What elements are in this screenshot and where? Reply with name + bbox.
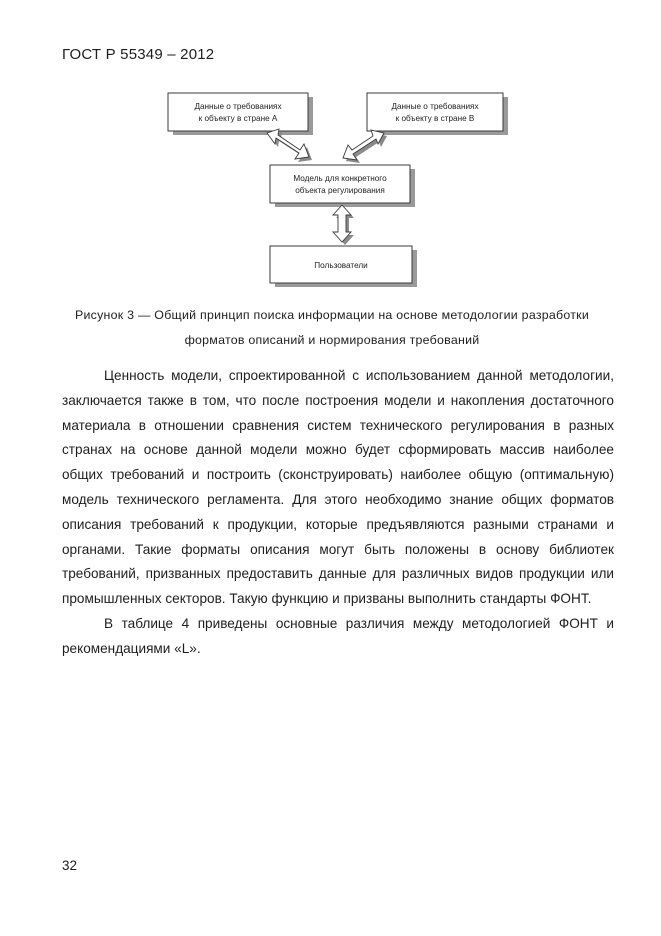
page-number: 32	[62, 858, 78, 873]
paragraph-1: Ценность модели, спроектированной с использованием данной методологии, заключается также в том, что после построения модели и накопления достаточного материала в отношении сравнения систем технического регулирования в разных странах на основе данной модели можно будет сформировать массив наиболее общих требований и построить (сконструировать) наиболее общую (оптимальную) модель технического регламента. Для этого необходимо знание общих форматов описания требований к продукции, которые предъявляются разными странами и органами. Такие форматы описания могут быть положены в основу библиотек требований, призванных предоставить данные для различных видов продукции или промышленных секторов. Такую функцию и призваны выполнить стандарты ФОНТ.	[62, 368, 614, 607]
box-a-label-2: к объекту в стране А	[198, 114, 278, 123]
box-users	[270, 246, 417, 287]
body-text	[62, 364, 614, 662]
box-model-label-1: Модель для конкретного	[293, 174, 387, 183]
document-header: ГОСТ Р 55349 – 2012	[62, 46, 215, 63]
flow-diagram	[150, 92, 520, 292]
diagram-svg	[150, 92, 520, 292]
box-users-label: Пользователи	[314, 261, 368, 270]
double-arrow-b-model	[343, 130, 387, 163]
box-b-label-1: Данные о требованиях	[391, 102, 479, 111]
box-model	[270, 165, 415, 207]
box-b-label-2: к объекту в стране В	[395, 114, 475, 123]
box-data-country-b	[367, 93, 508, 135]
figure-caption	[62, 303, 602, 353]
box-data-country-a	[168, 93, 313, 135]
double-arrow-model-users	[333, 205, 354, 245]
caption-line-1: Рисунок 3 — Общий принцип поиска информации на основе методологии разработки	[74, 308, 590, 322]
box-model-label-2: объекта регулирования	[295, 186, 385, 195]
paragraph-2: В таблице 4 приведены основные различия между методологией ФОНТ и рекомендациями «L».	[62, 615, 614, 656]
box-a-label-1: Данные о требованиях	[194, 102, 282, 111]
caption-line-2: форматов описаний и нормирования требований	[184, 333, 480, 347]
